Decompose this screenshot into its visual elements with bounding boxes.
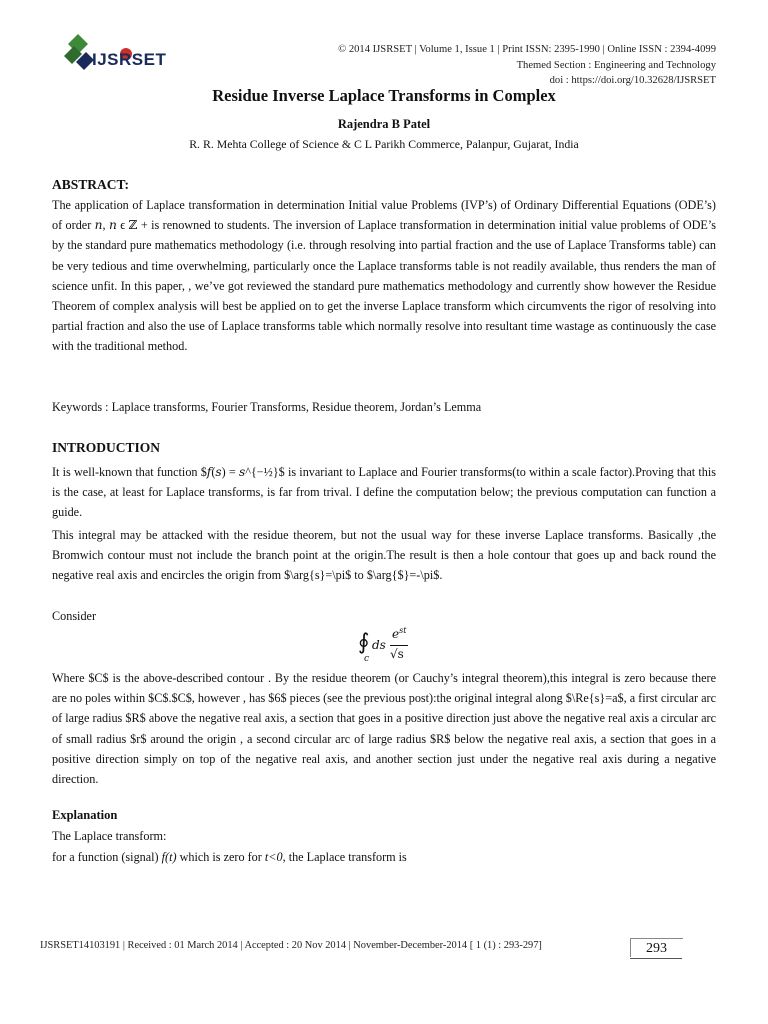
- page-number-underline: [630, 958, 682, 959]
- header-issn-line: © 2014 IJSRSET | Volume 1, Issue 1 | Print ISSN: 2395-1990 | Online ISSN : 2394-4099: [338, 44, 716, 55]
- author-name: Rajendra B Patel: [337, 117, 431, 131]
- contour-subscript: c: [364, 654, 370, 664]
- abstract-text: The application of Laplace transformation in determination Initial value Problems (IVP’s) of Ordinary Differential Equations (ODE’s) of order 𝑛, 𝑛 ϵ ℤ + is renowned to students. The inversion of Laplace transformation in determination initial value problems of ODE’s by the standard pure mathematics methodology (i.e. through resolving into partial fraction and the use of Laplace Transforms table) can be very tedious and time overwhelming, particularly once the Laplace transforms table is not readily available, thus renders the man of science unfit. In this paper, , we’ve got reviewed the standard pure mathematics methodology and currently show however the Residue Theorem of complex analysis will best be applied on to get the inverse Laplace transform which circumvents the rigor of resolving into partial fraction and also the use of Laplace transforms table which normally resolve into resultant time wastage as continuously the case with the traditional method.: [52, 198, 716, 354]
- introduction-heading: INTRODUCTION: [52, 440, 161, 455]
- explanation-line-1: The Laplace transform:: [52, 829, 167, 843]
- explanation-line-2: for a function (signal) f(t) which is zero for t<0, the Laplace transform is: [52, 850, 407, 864]
- formula-numerator: $e^{st}$: [392, 626, 407, 641]
- contour-integral-symbol: ∮: [358, 630, 370, 655]
- consider-label: Consider: [52, 609, 97, 623]
- header-meta: [338, 42, 716, 89]
- keywords-line: Keywords : Laplace transforms, Fourier Transforms, Residue theorem, Jordan’s Lemma: [52, 400, 482, 414]
- header-doi-line: doi : https://doi.org/10.32628/IJSRSET: [549, 75, 716, 86]
- paper-title: Residue Inverse Laplace Transforms in Complex: [212, 86, 556, 105]
- author-affiliation: R. R. Mehta College of Science & C L Parikh Commerce, Palanpur, Gujarat, India: [189, 137, 579, 151]
- header-section-line: Themed Section : Engineering and Technology: [516, 59, 716, 71]
- logo-text: IJSRSET: [92, 50, 167, 69]
- page-number: 293: [646, 941, 667, 956]
- intro-paragraph-2: This integral may be attacked with the residue theorem, but not the usual way for these inverse Laplace transforms. Basically ,the Bromwich contour must not include the branch point at the origin.The result is then a hole contour that goes up and back round the negative real axis and encircles the origin from $\arg{s}=\pi$ to $\arg{$}=-\pi$.: [52, 528, 716, 583]
- explanation-heading: Explanation: [52, 808, 118, 822]
- abstract-heading: ABSTRACT:: [52, 177, 130, 192]
- footer-citation: IJSRSET14103191 | Received : 01 March 2014 | Accepted : 20 Nov 2014 | November-December-2014 [ 1 (1) : 293-297]: [40, 940, 542, 951]
- formula-denominator: √s: [390, 647, 404, 661]
- formula-ds: ds: [372, 638, 386, 652]
- contour-integral-formula: [358, 626, 418, 670]
- fraction-bar: [390, 645, 408, 646]
- intro-paragraph-1: It is well-known that function $𝑓(𝑠) = 𝑠^{−½}$ is invariant to Laplace and Fourier transforms(to within a scale factor).Proving that this is the case, at least for Laplace transforms, is far from trival. I define the computation below; the previous computation can function a guide.: [52, 465, 716, 520]
- intro-paragraph-3: Where $C$ is the above-described contour . By the residue theorem (or Cauchy’s integral theorem),this integral is zero because there are no poles within $C$.$C$, however , has $6$ pieces (see the previous post):the original integral along $\Re{s}=a$, a first circular arc of large radius $R$ above the negative real axis, a section that goes in a positive direction just above the negative real axis a circular arc of small radius $r$ around the origin , a second circular arc of large radius $R$ below the negative real axis, a section that goes in a positive direction simply on top of the negative real axis, and another section just under the negative real axis during a negative direction.: [52, 671, 716, 787]
